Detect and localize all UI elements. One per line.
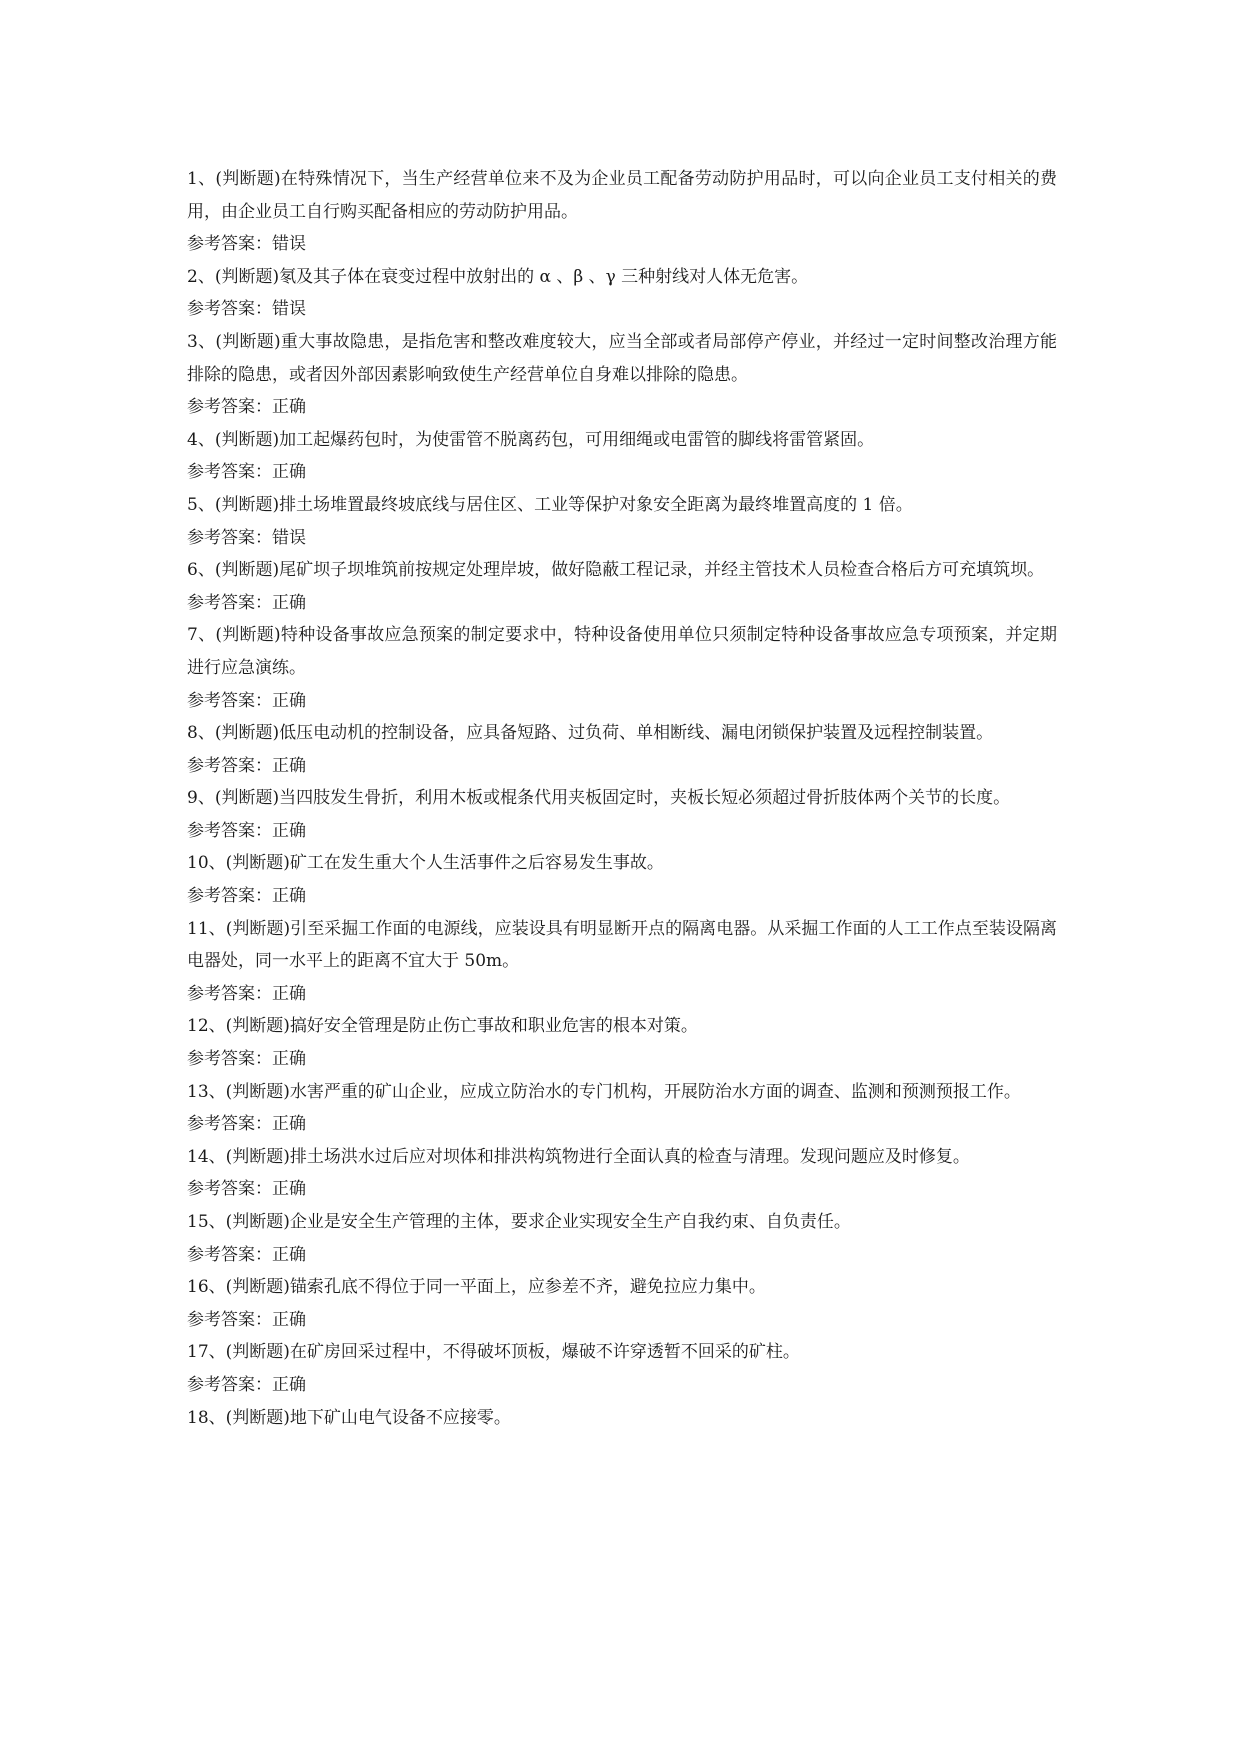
question-1: 1、(判断题)在特殊情况下，当生产经营单位来不及为企业员工配备劳动防护用品时，可以向企业员工支付相关的费用，由企业员工自行购买配备相应的劳动防护用品。	[187, 169, 1057, 222]
answer-2: 参考答案：错误	[187, 299, 306, 320]
question-13: 13、(判断题)水害严重的矿山企业，应成立防治水的专门机构，开展防治水方面的调查、监测和预测预报工作。	[187, 1081, 1021, 1102]
answer-10: 参考答案：正确	[187, 886, 306, 907]
question-9: 9、(判断题)当四肢发生骨折，利用木板或棍条代用夹板固定时，夹板长短必须超过骨折肢体两个关节的长度。	[187, 788, 1011, 809]
answer-14: 参考答案：正确	[187, 1179, 306, 1200]
answer-16: 参考答案：正确	[187, 1309, 306, 1330]
question-16: 16、(判断题)锚索孔底不得位于同一平面上，应参差不齐，避免拉应力集中。	[187, 1277, 766, 1298]
question-6: 6、(判断题)尾矿坝子坝堆筑前按规定处理岸坡，做好隐蔽工程记录，并经主管技术人员检查合格后方可充填筑坝。	[187, 560, 1045, 581]
answer-5: 参考答案：错误	[187, 527, 306, 548]
question-4: 4、(判断题)加工起爆药包时，为使雷管不脱离药包，可用细绳或电雷管的脚线将雷管紧固。	[187, 429, 875, 450]
answer-17: 参考答案：正确	[187, 1374, 306, 1395]
answer-8: 参考答案：正确	[187, 755, 306, 776]
question-8: 8、(判断题)低压电动机的控制设备，应具备短路、过负荷、单相断线、漏电闭锁保护装置及远程控制装置。	[187, 723, 994, 744]
question-10: 10、(判断题)矿工在发生重大个人生活事件之后容易发生事故。	[187, 853, 664, 874]
question-7: 7、(判断题)特种设备事故应急预案的制定要求中，特种设备使用单位只须制定特种设备事故应急专项预案，并定期进行应急演练。	[187, 625, 1057, 678]
answer-12: 参考答案：正确	[187, 1049, 306, 1070]
question-15: 15、(判断题)企业是安全生产管理的主体，要求企业实现安全生产自我约束、自负责任。	[187, 1212, 851, 1232]
question-11: 11、(判断题)引至采掘工作面的电源线，应装设具有明显断开点的隔离电器。从采掘工作面的人工工作点至装设隔离电器处，同一水平上的距离不宜大于 50m。	[187, 918, 1057, 972]
answer-9: 参考答案：正确	[187, 820, 306, 841]
answer-15: 参考答案：正确	[187, 1244, 306, 1265]
answer-3: 参考答案：正确	[187, 397, 306, 418]
answer-13: 参考答案：正确	[187, 1114, 306, 1135]
question-list	[187, 163, 1057, 1434]
question-18: 18、(判断题)地下矿山电气设备不应接零。	[187, 1407, 511, 1428]
question-17: 17、(判断题)在矿房回采过程中，不得破坏顶板，爆破不许穿透暂不回采的矿柱。	[187, 1342, 800, 1363]
answer-7: 参考答案：正确	[187, 690, 306, 711]
question-5: 5、(判断题)排土场堆置最终坡底线与居住区、工业等保护对象安全距离为最终堆置高度的 1 倍。	[187, 494, 913, 515]
question-2: 2、(判断题)氡及其子体在衰变过程中放射出的 α 、β 、γ 三种射线对人体无危害。	[187, 266, 809, 287]
answer-4: 参考答案：正确	[187, 462, 306, 483]
question-12: 12、(判断题)搞好安全管理是防止伤亡事故和职业危害的根本对策。	[187, 1016, 698, 1037]
answer-6: 参考答案：正确	[187, 592, 306, 613]
answer-1: 参考答案：错误	[187, 234, 306, 255]
question-3: 3、(判断题)重大事故隐患，是指危害和整改难度较大，应当全部或者局部停产停业，并经过一定时间整改治理方能排除的隐患，或者因外部因素影响致使生产经营单位自身难以排除的隐患。	[187, 331, 1057, 385]
answer-11: 参考答案：正确	[187, 983, 306, 1004]
question-14: 14、(判断题)排土场洪水过后应对坝体和排洪构筑物进行全面认真的检查与清理。发现问题应及时修复。	[187, 1146, 970, 1167]
